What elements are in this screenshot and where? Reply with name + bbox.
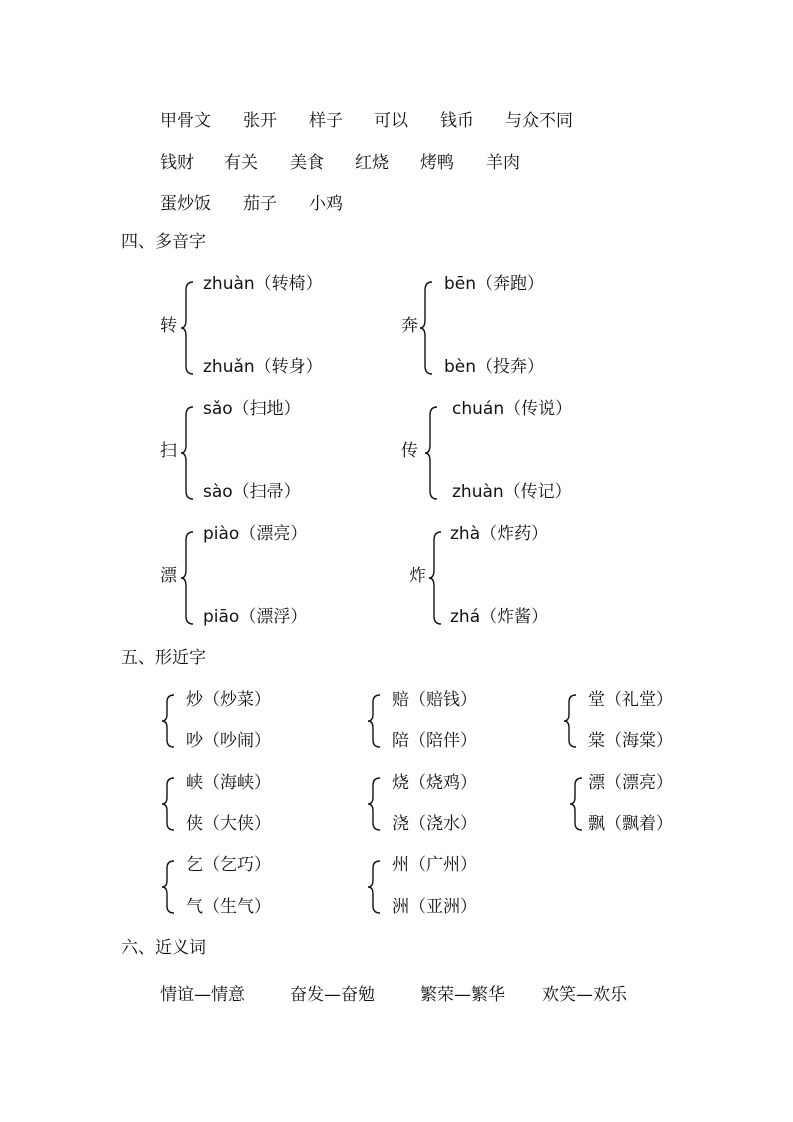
word: 小鸡: [309, 194, 343, 214]
reading-top: sǎo（扫地）: [203, 399, 301, 419]
pair-top: 赔（赔钱）: [392, 690, 477, 710]
section-heading: 五、形近字: [121, 648, 206, 668]
brace-icon: [180, 530, 196, 626]
group-char: 扫: [160, 441, 177, 461]
pair-bottom: 浇（浇水）: [392, 814, 477, 834]
group-char: 漂: [160, 566, 177, 586]
pair-top: 烧（烧鸡）: [392, 773, 477, 793]
pair-top: 州（广州）: [392, 855, 477, 875]
reading-bottom: bèn（投奔）: [444, 357, 545, 377]
brace-icon: [161, 859, 177, 915]
brace-icon: [428, 530, 444, 626]
pair-top: 乞（乞巧）: [186, 855, 271, 875]
word: 红烧: [355, 153, 389, 173]
reading-top: zhuàn（转椅）: [203, 274, 323, 294]
brace-icon: [563, 693, 579, 749]
word: 样子: [309, 111, 343, 131]
pair-top: 漂（漂亮）: [588, 773, 673, 793]
group-char: 传: [401, 441, 418, 461]
brace-icon: [424, 405, 440, 501]
word: 茄子: [243, 194, 277, 214]
reading-bottom: zhuǎn（转身）: [203, 357, 323, 377]
synonym-pair: 奋发—奋勉: [290, 985, 375, 1005]
section-heading: 六、近义词: [121, 938, 206, 958]
brace-icon: [419, 280, 435, 376]
brace-icon: [367, 693, 383, 749]
pair-bottom: 气（生气）: [186, 897, 271, 917]
pair-top: 峡（海峡）: [186, 773, 271, 793]
reading-bottom: zhuàn（传记）: [452, 482, 572, 502]
synonym-pair: 欢笑—欢乐: [542, 985, 627, 1005]
brace-icon: [180, 405, 196, 501]
word: 与众不同: [505, 111, 573, 131]
word: 可以: [374, 111, 408, 131]
word: 烤鸭: [420, 153, 454, 173]
section-heading: 四、多音字: [121, 232, 206, 252]
reading-bottom: zhá（炸酱）: [450, 607, 549, 627]
brace-icon: [367, 776, 383, 832]
brace-icon: [569, 776, 585, 832]
pair-top: 堂（礼堂）: [588, 690, 673, 710]
pair-top: 炒（炒菜）: [186, 690, 271, 710]
word: 蛋炒饭: [160, 194, 211, 214]
group-char: 炸: [409, 566, 426, 586]
synonym-pair: 繁荣—繁华: [420, 985, 505, 1005]
reading-top: piào（漂亮）: [203, 524, 308, 544]
pair-bottom: 棠（海棠）: [588, 731, 673, 751]
pair-bottom: 飘（飘着）: [588, 814, 673, 834]
reading-top: zhà（炸药）: [450, 524, 549, 544]
reading-top: bēn（奔跑）: [444, 274, 545, 294]
word: 有关: [224, 153, 258, 173]
brace-icon: [161, 693, 177, 749]
word: 美食: [290, 153, 324, 173]
word: 甲骨文: [160, 111, 211, 131]
reading-bottom: sào（扫帚）: [203, 482, 301, 502]
word: 张开: [243, 111, 277, 131]
reading-bottom: piāo（漂浮）: [203, 607, 308, 627]
word: 钱币: [440, 111, 474, 131]
pair-bottom: 吵（吵闹）: [186, 731, 271, 751]
pair-bottom: 侠（大侠）: [186, 814, 271, 834]
brace-icon: [367, 859, 383, 915]
pair-bottom: 洲（亚洲）: [392, 897, 477, 917]
reading-top: chuán（传说）: [452, 399, 573, 419]
brace-icon: [180, 280, 196, 376]
brace-icon: [161, 776, 177, 832]
pair-bottom: 陪（陪伴）: [392, 731, 477, 751]
synonym-pair: 情谊—情意: [160, 985, 245, 1005]
word: 羊肉: [486, 153, 520, 173]
group-char: 转: [160, 316, 177, 336]
word: 钱财: [160, 153, 194, 173]
group-char: 奔: [401, 316, 418, 336]
